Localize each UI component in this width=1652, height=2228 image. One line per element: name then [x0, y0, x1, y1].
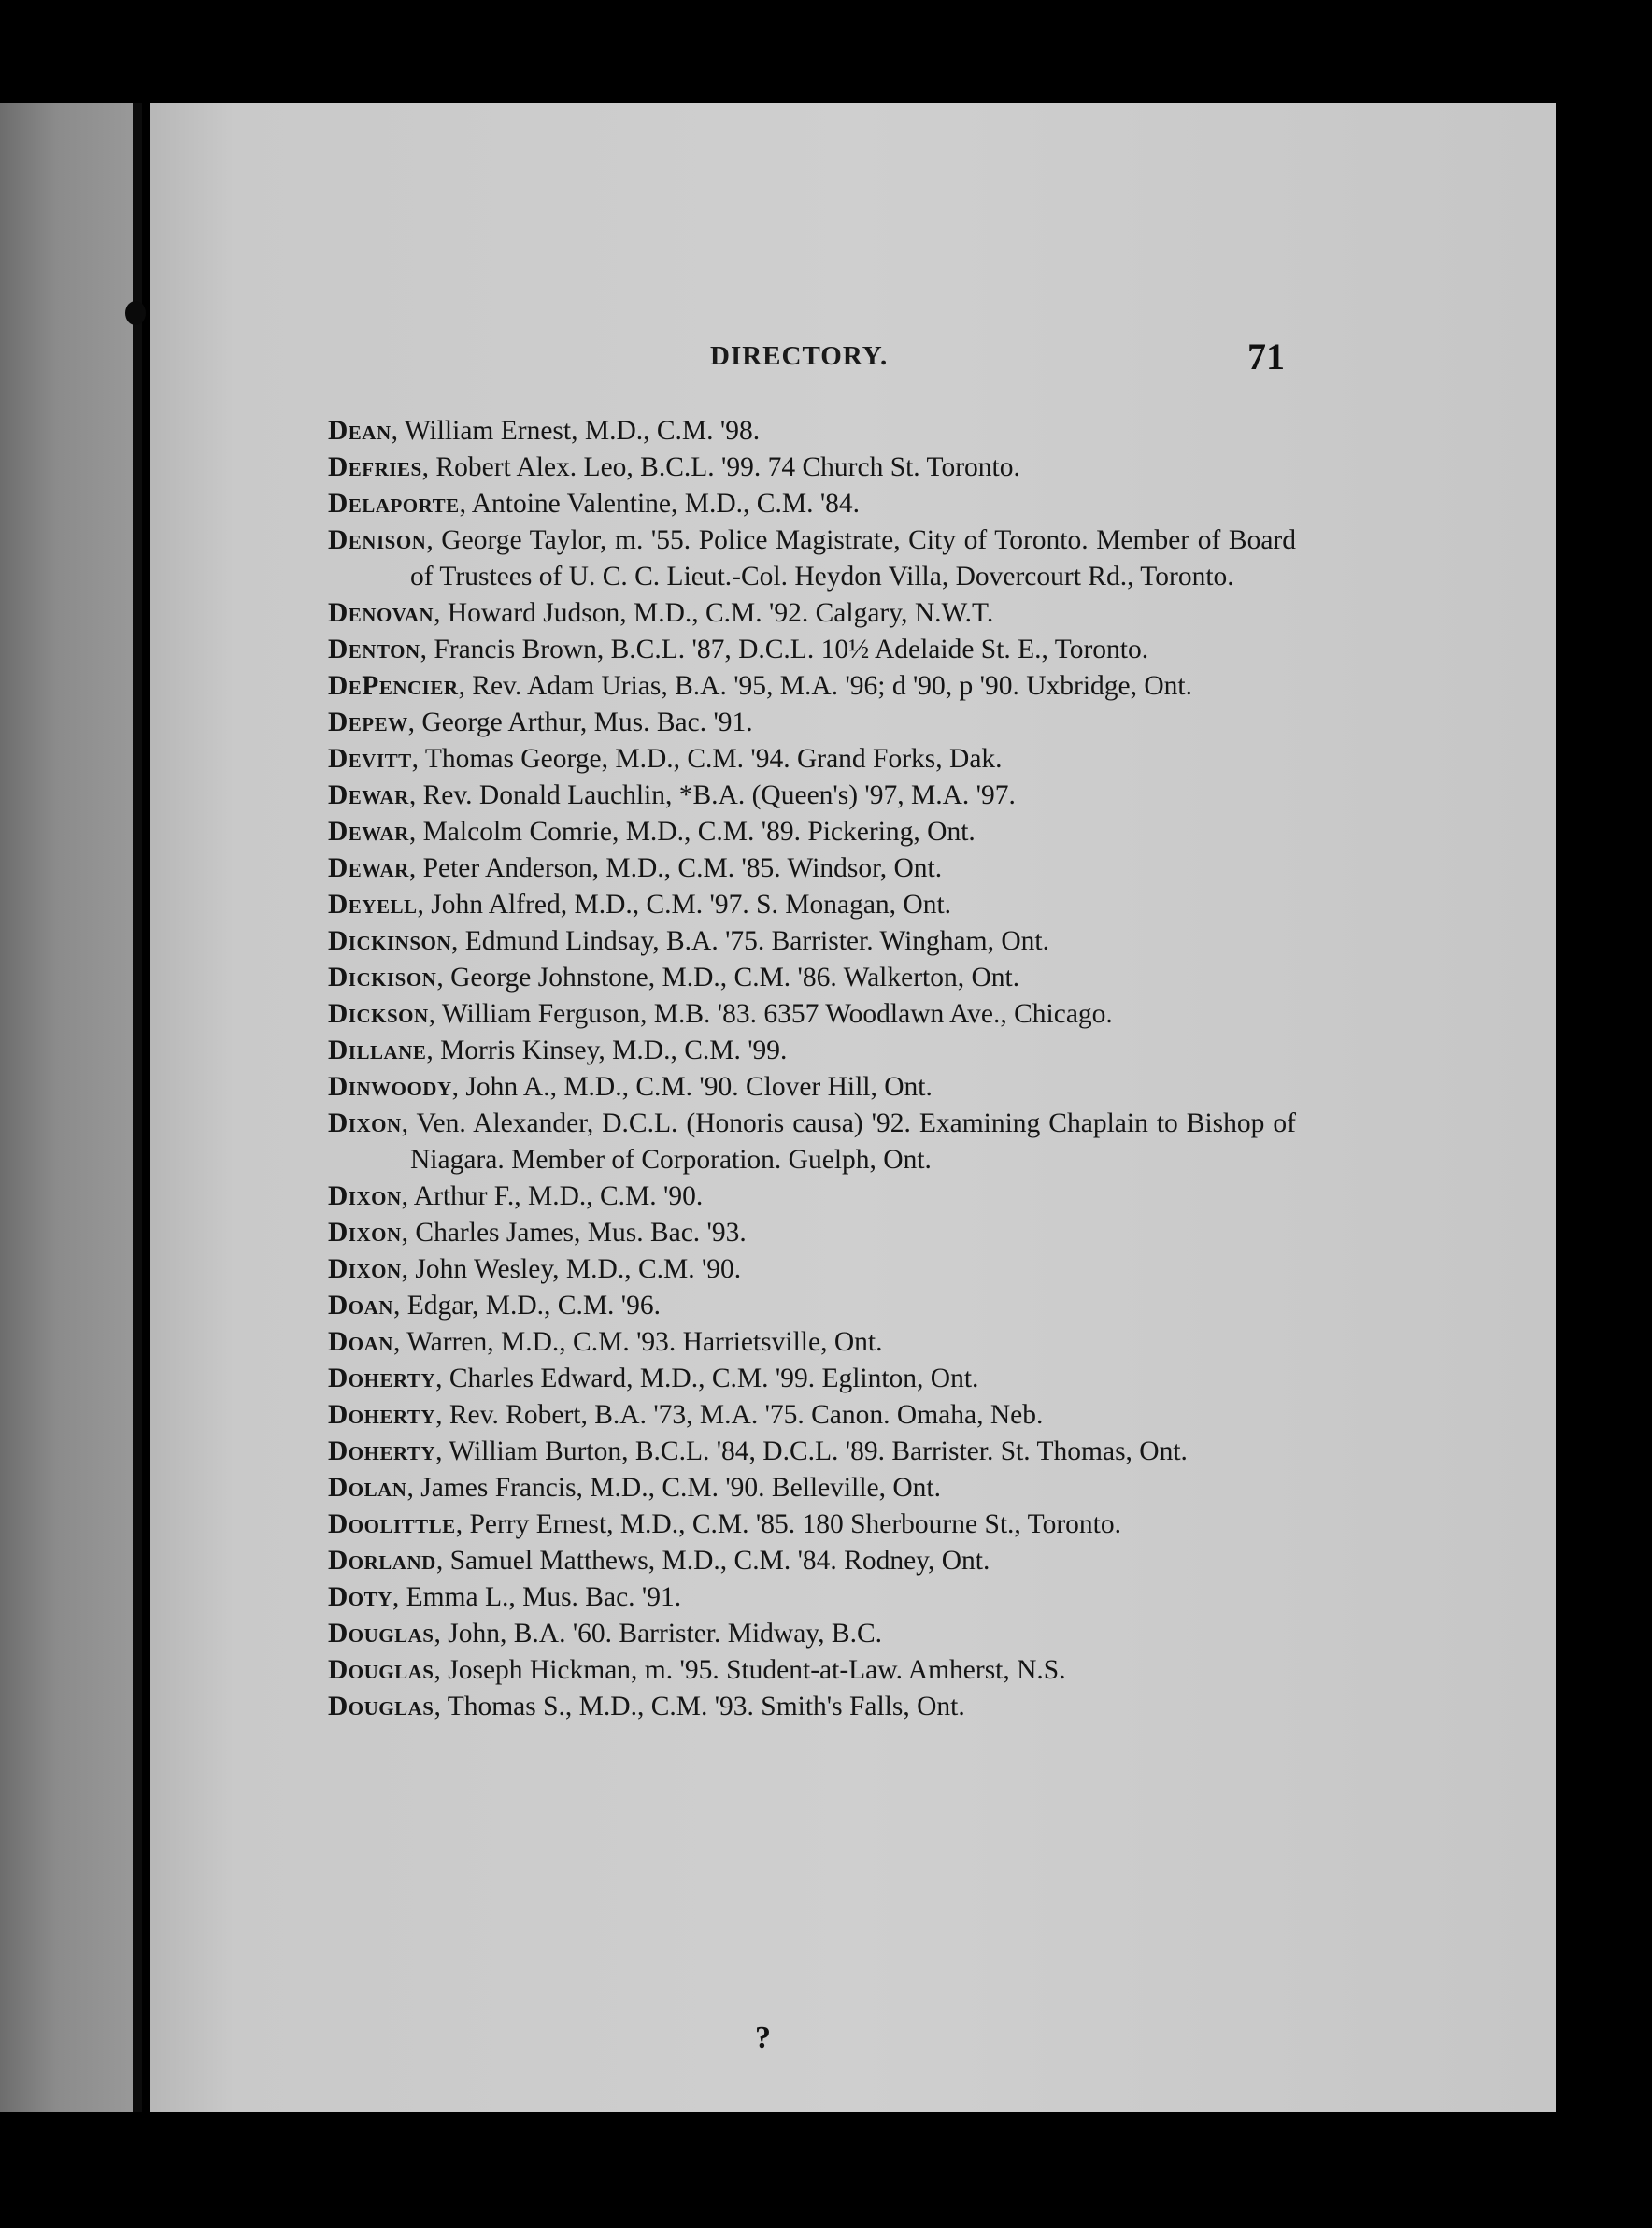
entry-details: , Thomas S., M.D., C.M. '93. Smith's Falls, Ont. — [434, 1692, 965, 1721]
directory-entry — [328, 1616, 1296, 1652]
directory-entry — [328, 1361, 1296, 1397]
entry-surname: Defries — [328, 452, 422, 482]
entry-surname: Dickinson — [328, 926, 451, 956]
entry-details: , John A., M.D., C.M. '90. Clover Hill, Ont. — [451, 1072, 933, 1102]
entry-details: , John Alfred, M.D., C.M. '97. S. Monagan, Ont. — [417, 890, 952, 920]
directory-entry — [328, 595, 1296, 632]
directory-entry — [328, 1324, 1296, 1361]
entry-details: , Antoine Valentine, M.D., C.M. '84. — [459, 489, 861, 519]
directory-entry — [328, 632, 1296, 668]
signature-mark: ? — [755, 2021, 771, 2055]
entry-surname: Devitt — [328, 744, 412, 774]
directory-entry — [328, 850, 1296, 887]
entry-surname: Dewar — [328, 817, 409, 847]
entry-details: , Joseph Hickman, m. '95. Student-at-Law. Amherst, N.S. — [434, 1655, 1066, 1685]
entry-details: , Edmund Lindsay, B.A. '75. Barrister. Wingham, Ont. — [451, 926, 1049, 956]
entry-details: , Peter Anderson, M.D., C.M. '85. Windsor, Ont. — [408, 853, 943, 883]
directory-entry — [328, 1434, 1296, 1470]
directory-entries — [328, 413, 1296, 1725]
entry-surname: DePencier — [328, 671, 459, 701]
directory-entry — [328, 960, 1296, 996]
entry-details: , Malcolm Comrie, M.D., C.M. '89. Pickering, Ont. — [408, 817, 976, 847]
entry-details: , Howard Judson, M.D., C.M. '92. Calgary, N.W.T. — [434, 598, 994, 628]
entry-details: , James Francis, M.D., C.M. '90. Belleville, Ont. — [406, 1473, 941, 1503]
entry-surname: Doherty — [328, 1364, 436, 1393]
directory-entry — [328, 450, 1296, 486]
directory-entry — [328, 741, 1296, 778]
entry-surname: Doan — [328, 1291, 393, 1321]
directory-entry — [328, 1215, 1296, 1251]
entry-details: , William Ernest, M.D., C.M. '98. — [391, 416, 761, 446]
binding-spine — [133, 103, 142, 2112]
entry-details: , George Taylor, m. '55. Police Magistrate, City of Toronto. Member of Board of Trustees of U. C. C. Lieut.-Col. Heydon Villa, Dovercourt Rd., Toronto. — [410, 525, 1296, 592]
entry-surname: Deyell — [328, 890, 418, 920]
entry-surname: Delaporte — [328, 489, 460, 519]
entry-surname: Doherty — [328, 1436, 436, 1466]
entry-details: , Charles James, Mus. Bac. '93. — [401, 1218, 747, 1248]
entry-surname: Dorland — [328, 1546, 436, 1576]
directory-entry — [328, 486, 1296, 522]
directory-entry — [328, 1288, 1296, 1324]
entry-details: , Robert Alex. Leo, B.C.L. '99. 74 Church St. Toronto. — [421, 452, 1020, 482]
entry-surname: Doty — [328, 1582, 392, 1612]
directory-entry — [328, 996, 1296, 1033]
entry-surname: Dewar — [328, 853, 409, 883]
entry-surname: Denton — [328, 635, 420, 664]
running-head: DIRECTORY. — [710, 341, 889, 371]
entry-surname: Douglas — [328, 1655, 434, 1685]
entry-details: , Samuel Matthews, M.D., C.M. '84. Rodney, Ont. — [435, 1546, 990, 1576]
directory-entry — [328, 705, 1296, 741]
entry-surname: Denovan — [328, 598, 434, 628]
directory-entry — [328, 1178, 1296, 1215]
entry-surname: Dixon — [328, 1254, 402, 1284]
entry-surname: Doan — [328, 1327, 393, 1357]
entry-surname: Dean — [328, 416, 392, 446]
entry-surname: Dewar — [328, 780, 409, 810]
facing-page-edge — [0, 103, 140, 2112]
directory-entry — [328, 923, 1296, 960]
entry-surname: Douglas — [328, 1692, 434, 1721]
entry-details: , William Burton, B.C.L. '84, D.C.L. '89. Barrister. St. Thomas, Ont. — [435, 1436, 1188, 1466]
entry-details: , Edgar, M.D., C.M. '96. — [392, 1291, 661, 1321]
entry-details: , John, B.A. '60. Barrister. Midway, B.C. — [434, 1619, 882, 1649]
entry-details: , Arthur F., M.D., C.M. '90. — [401, 1181, 704, 1211]
entry-details: , Warren, M.D., C.M. '93. Harrietsville, Ont. — [392, 1327, 883, 1357]
entry-details: , Perry Ernest, M.D., C.M. '85. 180 Sherbourne St., Toronto. — [455, 1509, 1121, 1539]
entry-details: , Rev. Robert, B.A. '73, M.A. '75. Canon. Omaha, Neb. — [435, 1400, 1044, 1430]
directory-entry — [328, 1251, 1296, 1288]
entry-surname: Douglas — [328, 1619, 434, 1649]
entry-details: , Morris Kinsey, M.D., C.M. '99. — [426, 1035, 788, 1065]
entry-details: , Thomas George, M.D., C.M. '94. Grand Forks, Dak. — [411, 744, 1003, 774]
directory-entry — [328, 522, 1296, 595]
entry-surname: Dickison — [328, 963, 437, 993]
entry-details: , George Arthur, Mus. Bac. '91. — [407, 707, 753, 737]
entry-details: , Emma L., Mus. Bac. '91. — [392, 1582, 682, 1612]
directory-entry — [328, 1652, 1296, 1689]
directory-entry — [328, 1470, 1296, 1507]
entry-surname: Dixon — [328, 1218, 402, 1248]
directory-entry — [328, 1507, 1296, 1543]
entry-surname: Depew — [328, 707, 408, 737]
entry-surname: Dixon — [328, 1108, 402, 1138]
entry-details: , Rev. Donald Lauchlin, *B.A. (Queen's) '97, M.A. '97. — [408, 780, 1016, 810]
directory-entry — [328, 1069, 1296, 1106]
directory-entry — [328, 668, 1296, 705]
directory-entry — [328, 1579, 1296, 1616]
binding-dot — [125, 301, 146, 325]
directory-entry — [328, 1033, 1296, 1069]
entry-details: , William Ferguson, M.B. '83. 6357 Woodlawn Ave., Chicago. — [428, 999, 1113, 1029]
entry-surname: Dolan — [328, 1473, 407, 1503]
directory-entry — [328, 413, 1296, 450]
entry-details: , Charles Edward, M.D., C.M. '99. Eglinton, Ont. — [435, 1364, 979, 1393]
entry-surname: Doolittle — [328, 1509, 456, 1539]
directory-entry — [328, 1543, 1296, 1579]
entry-details: , Francis Brown, B.C.L. '87, D.C.L. 10½ Adelaide St. E., Toronto. — [420, 635, 1149, 664]
directory-entry — [328, 1397, 1296, 1434]
directory-entry — [328, 887, 1296, 923]
directory-entry — [328, 814, 1296, 850]
entry-surname: Dixon — [328, 1181, 402, 1211]
directory-entry — [328, 1106, 1296, 1178]
entry-details: , Rev. Adam Urias, B.A. '95, M.A. '96; d '90, p '90. Uxbridge, Ont. — [458, 671, 1192, 701]
entry-surname: Dinwoody — [328, 1072, 452, 1102]
entry-details: , Ven. Alexander, D.C.L. (Honoris causa) '92. Examining Chaplain to Bishop of Niagara. Member of Corporation. Guelph, Ont. — [401, 1108, 1296, 1175]
entry-surname: Doherty — [328, 1400, 436, 1430]
entry-details: , George Johnstone, M.D., C.M. '86. Walkerton, Ont. — [436, 963, 1020, 993]
directory-entry — [328, 778, 1296, 814]
entry-surname: Dickson — [328, 999, 429, 1029]
page-number: 71 — [1247, 336, 1285, 378]
directory-entry — [328, 1689, 1296, 1725]
entry-surname: Denison — [328, 525, 427, 555]
entry-surname: Dillane — [328, 1035, 427, 1065]
entry-details: , John Wesley, M.D., C.M. '90. — [401, 1254, 742, 1284]
